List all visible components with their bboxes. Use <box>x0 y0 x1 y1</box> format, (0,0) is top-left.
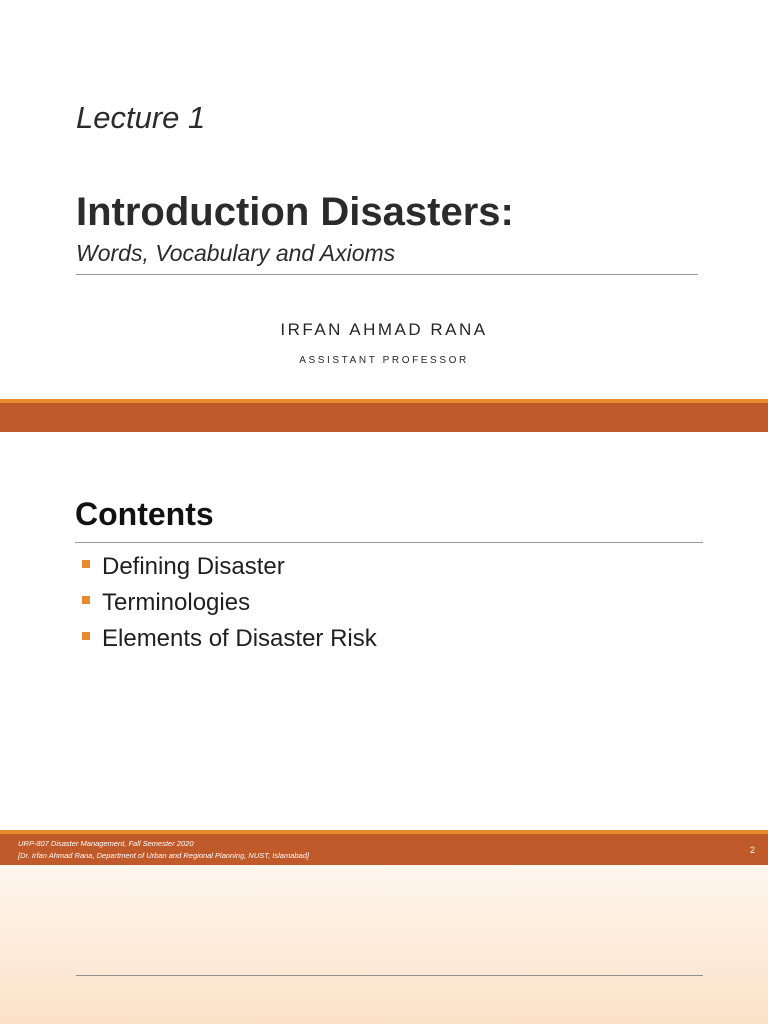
list-item-label: Elements of Disaster Risk <box>102 625 377 652</box>
square-bullet-icon <box>82 560 90 568</box>
next-slide-preview <box>0 865 768 1024</box>
title-slide <box>0 0 768 400</box>
footer-instructor: [Dr. Irfan Ahmad Rana, Department of Urban and Regional Planning, NUST, Islamabad] <box>18 851 309 860</box>
footer-bar <box>0 834 768 865</box>
list-item-label: Terminologies <box>102 589 251 616</box>
author-name: IRFAN AHMAD RANA <box>280 320 488 339</box>
title-divider <box>76 274 698 275</box>
square-bullet-icon <box>82 596 90 604</box>
contents-heading: Contents <box>75 496 214 532</box>
list-item <box>82 549 377 585</box>
next-slide-divider <box>76 975 703 976</box>
page-subtitle: Words, Vocabulary and Axioms <box>76 240 396 266</box>
contents-divider <box>75 542 703 543</box>
author-role: ASSISTANT PROFESSOR <box>299 355 469 366</box>
lecture-label: Lecture 1 <box>76 100 206 135</box>
footer-course: URP-807 Disaster Management, Fall Semester 2020 <box>18 839 194 848</box>
list-item <box>82 621 377 657</box>
contents-list <box>82 549 377 657</box>
square-bullet-icon <box>82 632 90 640</box>
list-item-label: Defining Disaster <box>102 553 285 580</box>
slide-divider-band <box>0 403 768 432</box>
page-title: Introduction Disasters: <box>76 190 514 234</box>
page-number: 2 <box>749 845 755 855</box>
list-item <box>82 585 377 621</box>
